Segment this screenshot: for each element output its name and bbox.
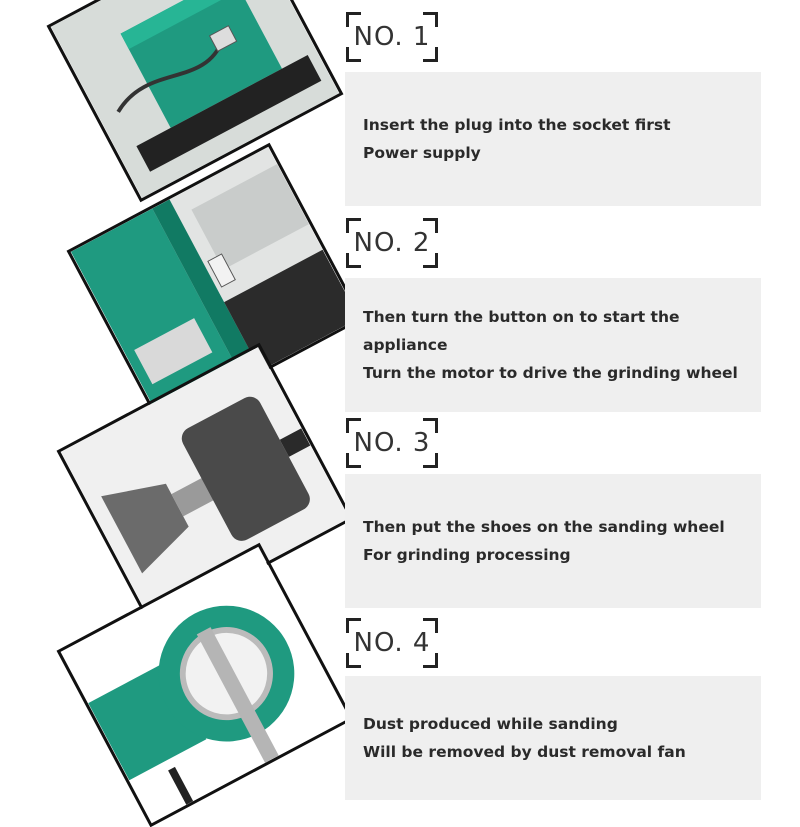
step-3-line-1: Then put the shoes on the sanding wheel	[363, 518, 725, 536]
step-4-line-2: Will be removed by dust removal fan	[363, 743, 686, 761]
step-4-label	[346, 618, 438, 668]
step-1-panel	[345, 72, 761, 206]
step-4-line-1: Dust produced while sanding	[363, 715, 618, 733]
step-3-line-2: For grinding processing	[363, 546, 571, 564]
dust-fan-illustration	[61, 547, 350, 823]
step-2-number: NO. 2	[353, 228, 431, 258]
step-2-label	[346, 218, 438, 268]
step-4-photo	[57, 543, 354, 827]
step-1-number: NO. 1	[353, 22, 431, 52]
step-2-panel	[345, 278, 761, 412]
step-3-panel	[345, 474, 761, 608]
step-1-label	[346, 12, 438, 62]
step-3-number: NO. 3	[353, 428, 431, 458]
step-4-panel	[345, 676, 761, 800]
step-2-line-2: Turn the motor to drive the grinding wheel	[363, 364, 738, 382]
step-3-label	[346, 418, 438, 468]
step-1-line-2: Power supply	[363, 144, 481, 162]
step-4-number: NO. 4	[353, 628, 431, 658]
step-2-line-1: Then turn the button on to start the appliance	[363, 308, 680, 354]
step-1-photo	[47, 0, 344, 202]
step-1-line-1: Insert the plug into the socket first	[363, 116, 671, 134]
power-plug-illustration	[51, 0, 340, 198]
